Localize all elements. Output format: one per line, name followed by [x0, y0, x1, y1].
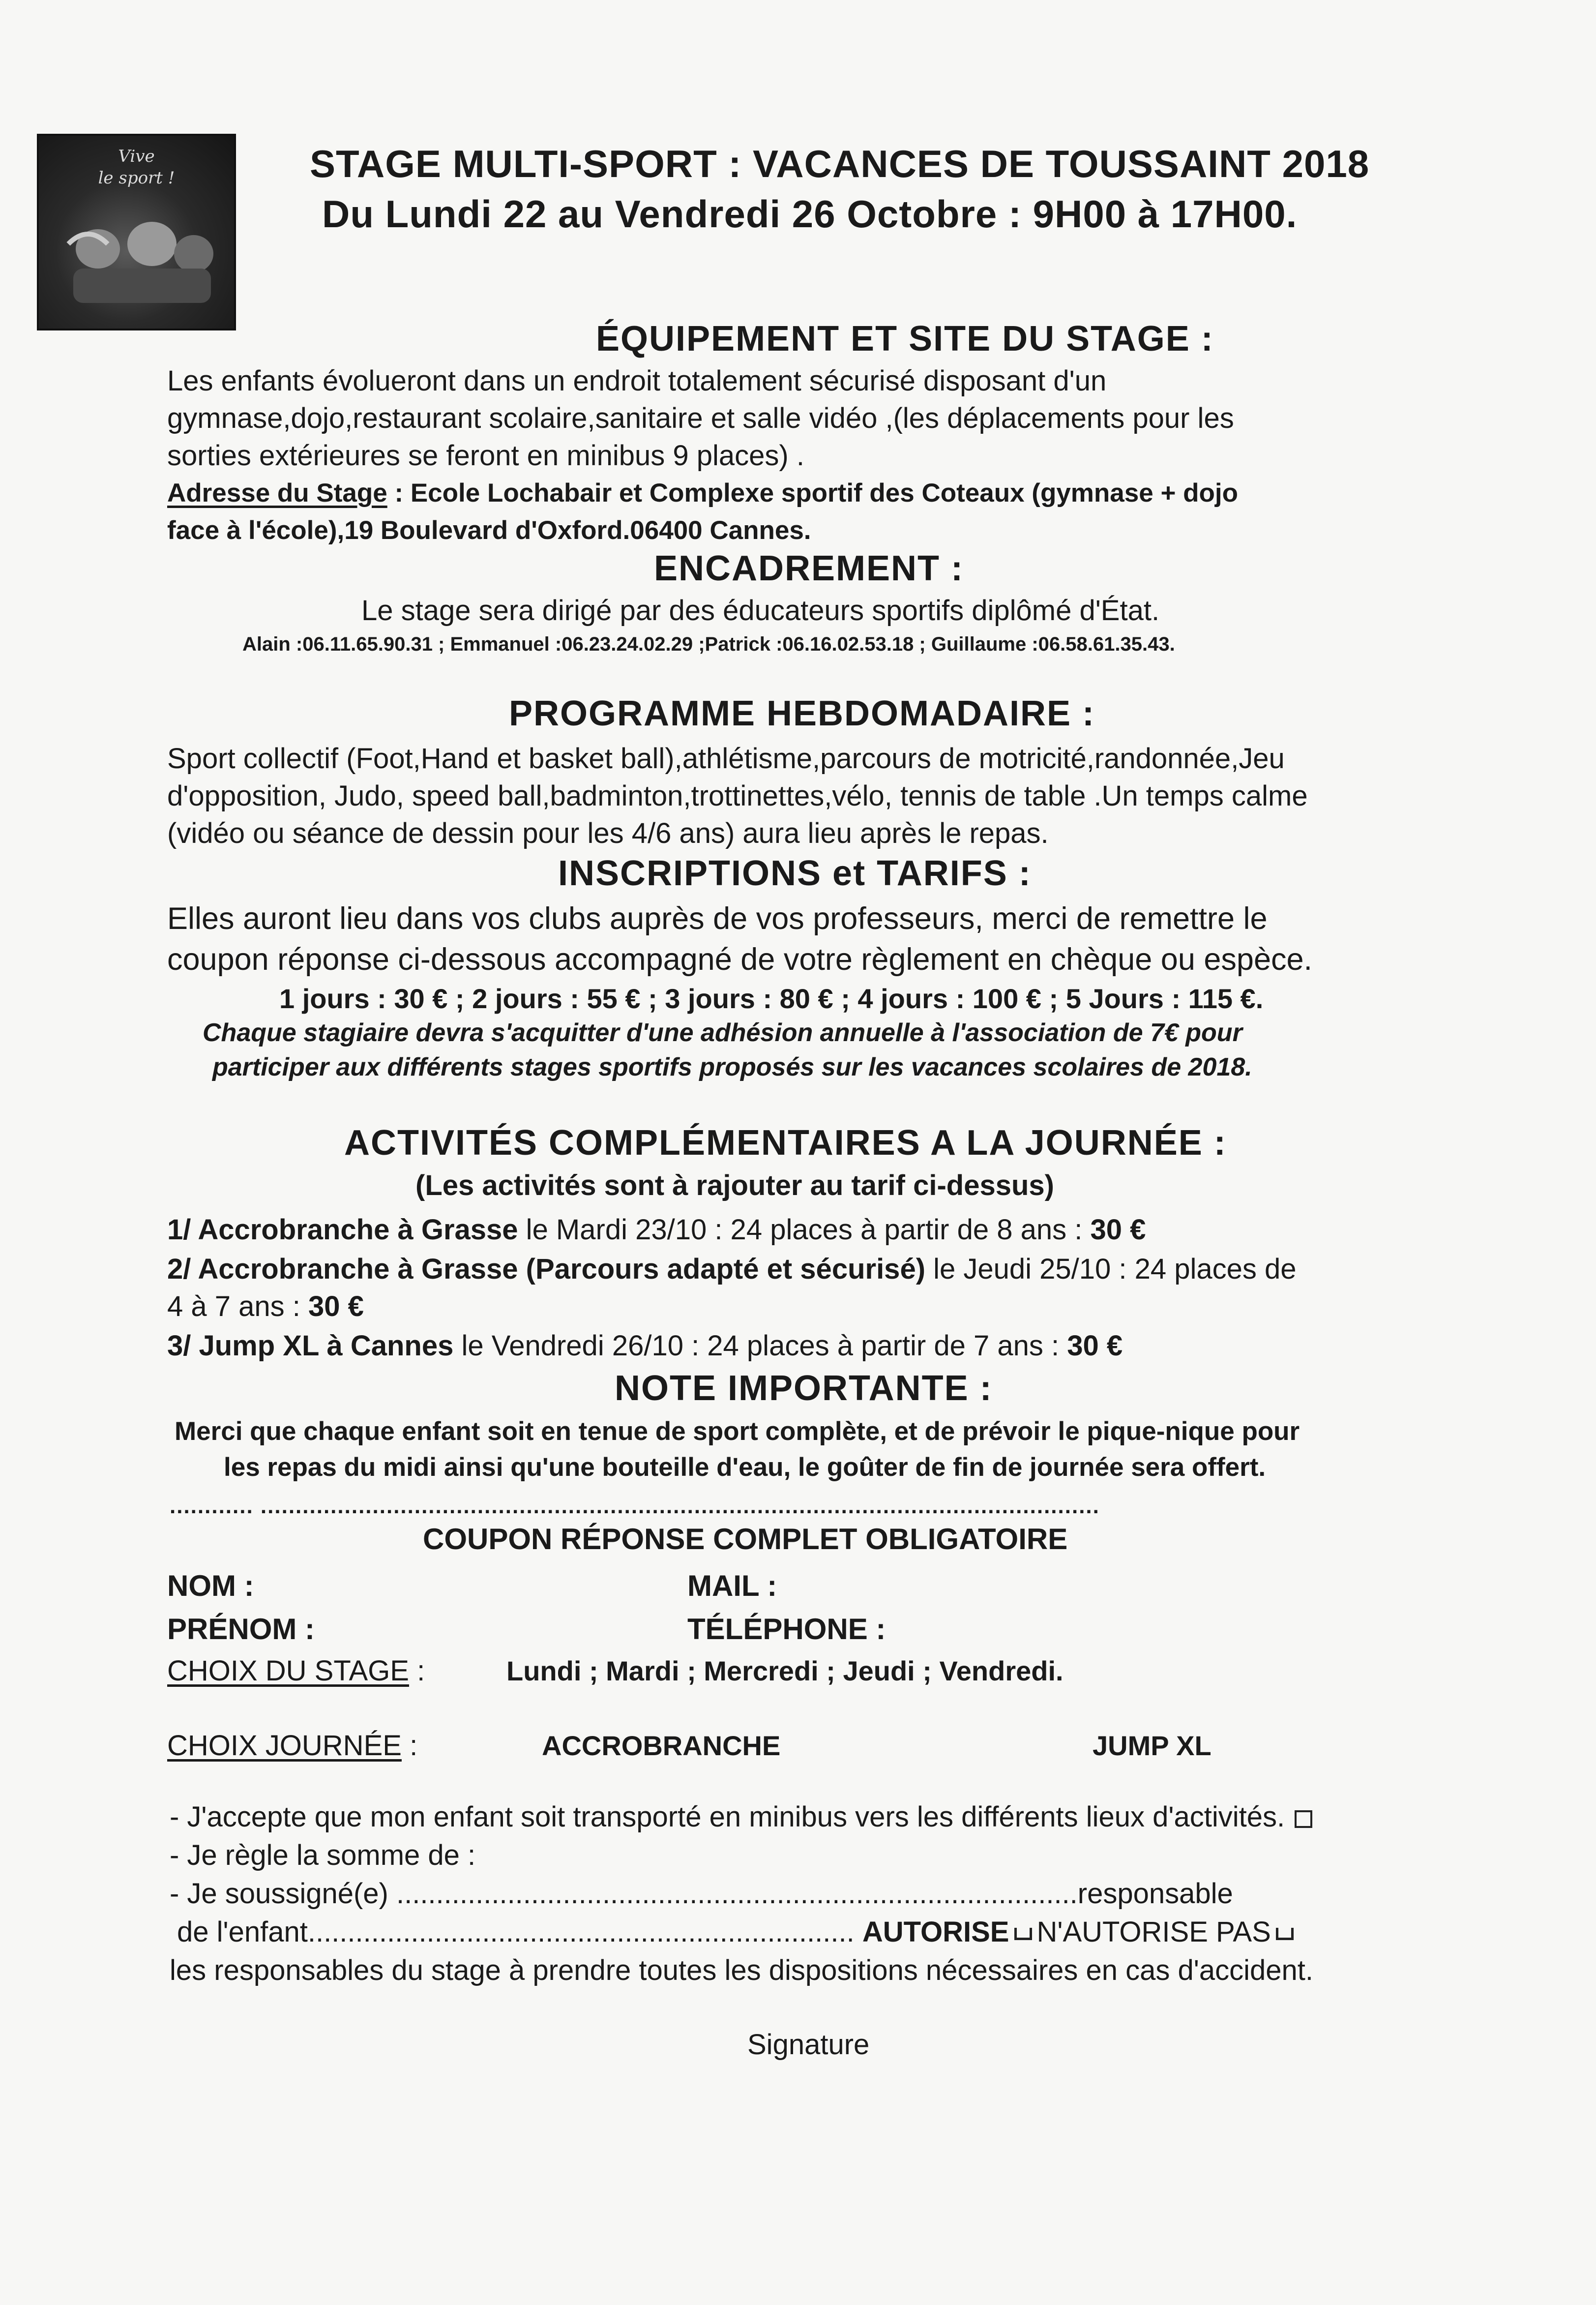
programme-heading: PROGRAMME HEBDOMADAIRE : [509, 694, 1095, 733]
n-autorise-label: N'AUTORISE PAS [1036, 1916, 1271, 1948]
soussigne-line: - Je soussigné(e) ......................................................................................responsable [170, 1878, 1233, 1910]
activity-1-details: le Mardi 23/10 : 24 places à partir de 8 ans : [518, 1214, 1091, 1246]
cut-line-separator: ............ ........................................................................................................................ [170, 1494, 1100, 1518]
activity-3-title: 3/ Jump XL à Cannes [167, 1330, 454, 1362]
inscriptions-line2: coupon réponse ci-dessous accompagné de votre règlement en chèque ou espèce. [167, 942, 1313, 977]
autorisation-line [177, 1914, 1299, 1951]
coupon-prenom-label: PRÉNOM : [167, 1613, 315, 1646]
responsables-line: les responsables du stage à prendre toutes les dispositions nécessaires en cas d'accident. [170, 1954, 1314, 1986]
logo-text-line1: Vive [118, 147, 155, 166]
choix-journee-colon: : [401, 1730, 418, 1762]
inscriptions-line1: Elles auront lieu dans vos clubs auprès de vos professeurs, merci de remettre le [167, 901, 1268, 936]
activity-1 [167, 1211, 1146, 1249]
title: STAGE MULTI-SPORT : VACANCES DE TOUSSAINT 2018 [310, 142, 1370, 185]
autorise-label: AUTORISE [862, 1916, 1009, 1948]
programme-line2: d'opposition, Judo, speed ball,badminton,trottinettes,vélo, tennis de table .Un temps calme [167, 780, 1308, 812]
programme-line3: (vidéo ou séance de dessin pour les 4/6 ans) aura lieu après le repas. [167, 817, 1049, 849]
option-accrobranche[interactable]: ACCROBRANCHE [542, 1730, 781, 1761]
activites-subheading: (Les activités sont à rajouter au tarif ci-dessus) [415, 1169, 1054, 1201]
dates: Du Lundi 22 au Vendredi 26 Octobre : 9H00 à 17H00. [322, 192, 1298, 236]
address-text-1: : Ecole Lochabair et Complexe sportif des Coteaux (gymnase + dojo [387, 479, 1238, 508]
regle-somme: - Je règle la somme de : [170, 1839, 476, 1871]
inscriptions-heading: INSCRIPTIONS et TARIFS : [558, 854, 1032, 893]
choix-stage-days[interactable]: Lundi ; Mardi ; Mercredi ; Jeudi ; Vendredi. [506, 1655, 1064, 1686]
equipement-line2: gymnase,dojo,restaurant scolaire,sanitaire et salle vidéo ,(les déplacements pour les [167, 402, 1234, 434]
accept-checkbox[interactable] [1295, 1810, 1312, 1828]
n-autorise-checkbox[interactable] [1276, 1928, 1294, 1940]
activity-1-price: 30 € [1090, 1214, 1146, 1246]
accept-transport [170, 1798, 1312, 1836]
coupon-heading: COUPON RÉPONSE COMPLET OBLIGATOIRE [423, 1523, 1068, 1556]
note-heading: NOTE IMPORTANTE : [615, 1369, 993, 1408]
activity-2-price: 30 € [308, 1290, 364, 1322]
programme-line1: Sport collectif (Foot,Hand et basket ball),athlétisme,parcours de motricité,randonnée,Jeu [167, 743, 1285, 775]
tarifs: 1 jours : 30 € ; 2 jours : 55 € ; 3 jours : 80 € ; 4 jours : 100 € ; 5 Jours : 115 €. [279, 983, 1264, 1014]
activity-3-details: le Vendredi 26/10 : 24 places à partir de 7 ans : [453, 1330, 1067, 1362]
encadrement-line1: Le stage sera dirigé par des éducateurs sportifs diplômé d'État. [361, 595, 1160, 627]
signature-label: Signature [747, 2029, 870, 2061]
activity-2-title: 2/ Accrobranche à Grasse (Parcours adapté et sécurisé) [167, 1253, 926, 1285]
coupon-nom-label: NOM : [167, 1569, 254, 1602]
logo-text [39, 146, 234, 189]
note-line1: Merci que chaque enfant soit en tenue de sport complète, et de prévoir le pique-nique pour [175, 1417, 1300, 1446]
note-line2: les repas du midi ainsi qu'une bouteille d'eau, le goûter de fin de journée sera offert. [224, 1453, 1266, 1482]
address-line2: face à l'école),19 Boulevard d'Oxford.06400 Cannes. [167, 516, 811, 545]
activity-2-cont [167, 1288, 364, 1325]
choix-stage-label: CHOIX DU STAGE [167, 1655, 409, 1687]
adhesion-note-line2: participer aux différents stages sportifs proposés sur les vacances scolaires de 2018. [212, 1053, 1252, 1081]
activity-3 [167, 1327, 1123, 1365]
vive-le-sport-logo [37, 134, 236, 330]
activites-heading: ACTIVITÉS COMPLÉMENTAIRES A LA JOURNÉE : [344, 1123, 1227, 1163]
encadrement-contacts: Alain :06.11.65.90.31 ; Emmanuel :06.23.24.02.29 ;Patrick :06.16.02.53.18 ; Guillaume :06.58.61.35.43. [242, 633, 1175, 655]
equipement-heading: ÉQUIPEMENT ET SITE DU STAGE : [596, 319, 1214, 359]
equipement-line1: Les enfants évolueront dans un endroit totalement sécurisé disposant d'un [167, 365, 1107, 397]
encadrement-heading: ENCADREMENT : [654, 549, 964, 588]
autorise-checkbox[interactable] [1014, 1928, 1032, 1940]
activity-1-title: 1/ Accrobranche à Grasse [167, 1214, 518, 1246]
logo-text-line2: le sport ! [98, 168, 175, 188]
activity-2-details: le Jeudi 25/10 : 24 places de [925, 1253, 1297, 1285]
activity-3-price: 30 € [1067, 1330, 1123, 1362]
adhesion-note-line1: Chaque stagiaire devra s'acquitter d'une adhésion annuelle à l'association de 7€ pour [203, 1018, 1242, 1047]
choix-stage-colon: : [409, 1655, 425, 1687]
coupon-telephone-label: TÉLÉPHONE : [687, 1613, 886, 1646]
option-jump-xl[interactable]: JUMP XL [1093, 1730, 1212, 1761]
activity-2 [167, 1251, 1297, 1288]
enfant-field: de l'enfant..................................................................... [177, 1916, 855, 1948]
address-line1 [167, 475, 1238, 512]
equipement-line3: sorties extérieures se feront en minibus 9 places) . [167, 440, 804, 472]
children-photo-icon [59, 214, 221, 313]
choix-journee-row [167, 1727, 417, 1765]
address-label: Adresse du Stage [167, 479, 387, 508]
accept-transport-text: - J'accepte que mon enfant soit transporté en minibus vers les différents lieux d'activités. [170, 1801, 1285, 1833]
choix-stage-row [167, 1652, 425, 1690]
activity-2-ages: 4 à 7 ans : [167, 1290, 308, 1322]
coupon-mail-label: MAIL : [687, 1569, 777, 1602]
choix-journee-label: CHOIX JOURNÉE [167, 1730, 402, 1762]
